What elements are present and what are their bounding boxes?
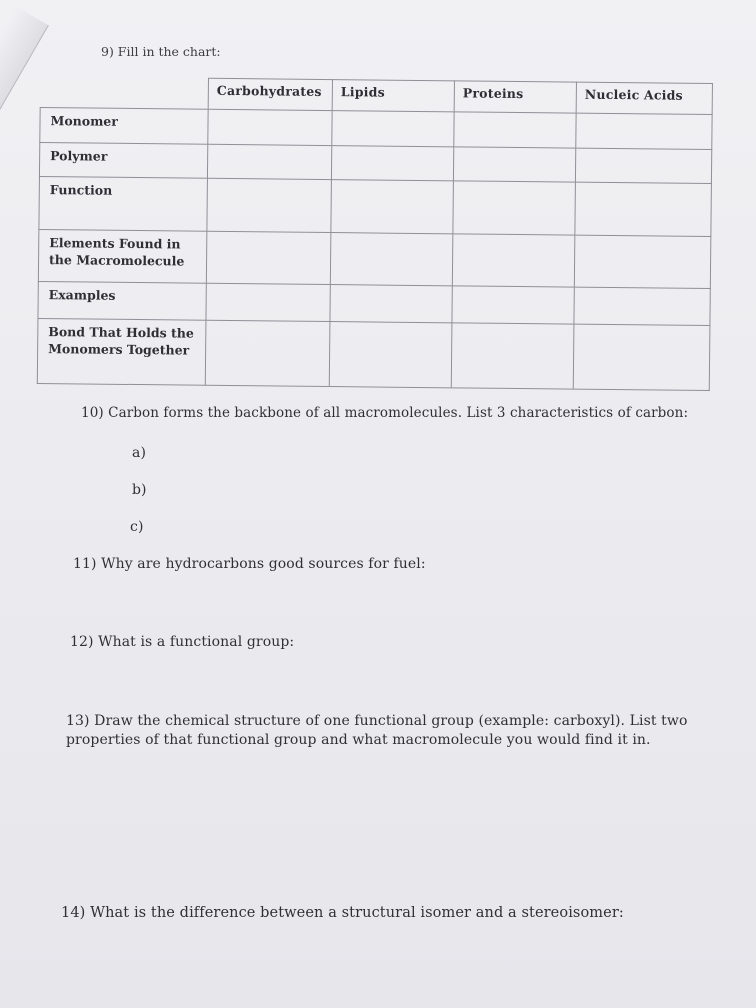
row-label-elements: Elements Found in the Macromolecule: [38, 229, 207, 283]
answer-cell[interactable]: [452, 286, 574, 324]
chart-row-elements: [38, 229, 711, 288]
answer-label-a: a): [132, 445, 147, 461]
question-9-title: 9) Fill in the chart:: [101, 44, 221, 59]
answer-cell[interactable]: [207, 178, 332, 232]
answer-cell[interactable]: [330, 233, 453, 286]
row-label-examples: Examples: [38, 281, 206, 320]
answer-cell[interactable]: [574, 235, 711, 288]
question-13: 13) Draw the chemical structure of one functional group (example: carboxyl). List two properties of that functional group and what macromolecule you would find it in.: [66, 713, 688, 748]
answer-cell[interactable]: [573, 324, 710, 390]
answer-cell[interactable]: [575, 148, 711, 183]
question-11: 11) Why are hydrocarbons good sources for fuel:: [73, 556, 426, 572]
question-12: 12) What is a functional group:: [70, 634, 295, 650]
answer-cell[interactable]: [574, 287, 710, 325]
chart-row-bond: [37, 318, 710, 390]
answer-cell[interactable]: [206, 231, 331, 284]
answer-cell[interactable]: [453, 147, 575, 182]
macromolecule-chart: [37, 76, 713, 391]
answer-cell[interactable]: [451, 323, 574, 389]
answer-cell[interactable]: [575, 182, 712, 236]
question-10: 10) Carbon forms the backbone of all macromolecules. List 3 characteristics of carbon:: [81, 405, 689, 421]
row-label-bond: Bond That Holds the Monomers Together: [37, 318, 206, 385]
answer-cell[interactable]: [206, 283, 330, 321]
chart-row-function: [39, 176, 712, 236]
answer-cell[interactable]: [332, 111, 454, 147]
answer-label-c: c): [130, 519, 144, 535]
chart-corner-cell: [40, 77, 208, 110]
answer-cell[interactable]: [453, 181, 576, 235]
answer-cell[interactable]: [452, 234, 575, 287]
answer-cell[interactable]: [207, 144, 331, 179]
column-header-nucleic-acids: Nucleic Acids: [576, 82, 712, 114]
row-label-function: Function: [39, 176, 208, 231]
column-header-lipids: Lipids: [332, 80, 454, 112]
column-header-proteins: Proteins: [454, 81, 576, 113]
answer-cell[interactable]: [331, 180, 454, 234]
answer-label-b: b): [132, 482, 147, 498]
row-label-polymer: Polymer: [39, 143, 207, 179]
answer-cell[interactable]: [329, 322, 452, 388]
row-label-monomer: Monomer: [40, 108, 208, 145]
answer-cell[interactable]: [205, 320, 330, 386]
answer-cell[interactable]: [454, 112, 576, 148]
answer-cell[interactable]: [331, 146, 453, 181]
macromolecule-chart-wrapper: [37, 76, 715, 395]
answer-cell[interactable]: [330, 285, 452, 323]
column-header-carbohydrates: Carbohydrates: [208, 78, 332, 110]
answer-cell[interactable]: [576, 113, 712, 149]
answer-cell[interactable]: [208, 109, 332, 145]
question-14: 14) What is the difference between a structural isomer and a stereoisomer:: [61, 905, 624, 921]
